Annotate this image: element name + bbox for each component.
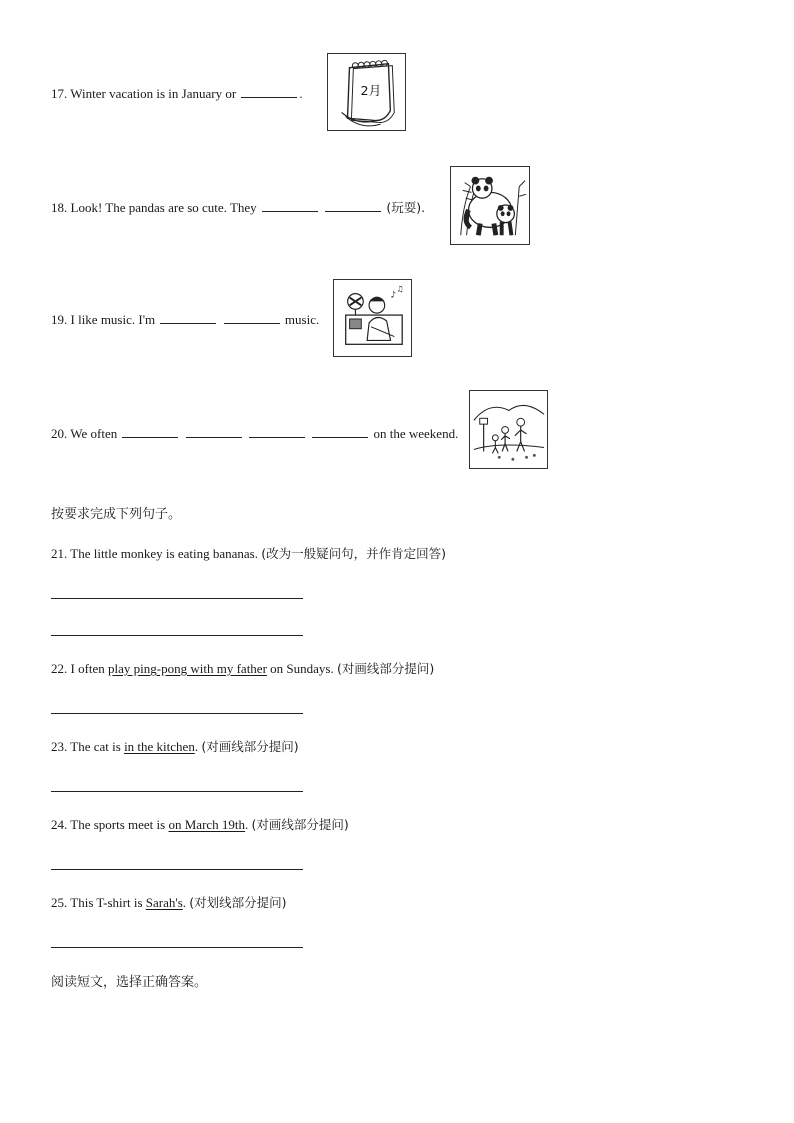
q21-text: 21. The little monkey is eating bananas. <box>51 546 262 561</box>
question-19 <box>51 312 319 328</box>
question-21 <box>51 544 446 562</box>
q21-instruction: (改为一般疑问句，并作肯定回答) <box>261 546 447 561</box>
question-23 <box>51 737 299 755</box>
q19-blank-1[interactable] <box>160 322 216 324</box>
section-heading-reading: 阅读短文，选择正确答案。 <box>51 975 208 990</box>
q25-answer-line[interactable] <box>51 947 303 948</box>
pandas-picture <box>450 166 530 245</box>
q19-end: music. <box>284 312 320 327</box>
question-17 <box>51 86 303 102</box>
q21-answer-line-1[interactable] <box>51 598 303 599</box>
question-24 <box>51 815 349 833</box>
q18-text: 18. Look! The pandas are so cute. They <box>51 200 257 215</box>
q20-text: 20. We often <box>51 426 118 441</box>
q17-text: 17. Winter vacation is in January or <box>51 86 237 101</box>
q23-text-end: . <box>194 739 202 754</box>
q17-blank[interactable] <box>241 96 297 98</box>
q18-blank-1[interactable] <box>262 210 318 212</box>
q22-underlined: play ping-pong with my father <box>108 661 267 676</box>
q17-end: . <box>299 86 303 101</box>
q22-answer-line[interactable] <box>51 713 303 714</box>
q20-blank-1[interactable] <box>122 436 178 438</box>
svg-text:♪: ♪ <box>390 290 397 301</box>
q24-instruction: (对画线部分提问) <box>251 817 349 832</box>
q24-text-end: . <box>245 817 252 832</box>
family-hiking-icon <box>470 391 547 468</box>
question-18 <box>51 198 425 216</box>
q22-instruction: (对画线部分提问) <box>336 661 435 676</box>
question-25 <box>51 893 287 911</box>
q23-answer-line[interactable] <box>51 791 303 792</box>
q24-text: 24. The sports meet is <box>51 817 169 832</box>
q20-blank-4[interactable] <box>312 436 368 438</box>
q25-text-end: . <box>182 895 190 910</box>
question-20 <box>51 426 458 442</box>
q19-text: 19. I like music. I'm <box>51 312 156 327</box>
q25-instruction: (对划线部分提问) <box>189 895 287 910</box>
q18-hint: (玩耍). <box>386 200 426 215</box>
music-picture <box>333 279 412 357</box>
q22-text-end: on Sundays. <box>266 661 337 676</box>
q25-underlined: Sarah's <box>145 895 183 910</box>
q25-text: 25. This T-shirt is <box>51 895 146 910</box>
q23-instruction: (对画线部分提问) <box>201 739 299 754</box>
q18-blank-2[interactable] <box>325 210 381 212</box>
q20-blank-2[interactable] <box>186 436 242 438</box>
q23-text: 23. The cat is <box>51 739 125 754</box>
q23-underlined: in the kitchen <box>124 739 195 754</box>
svg-text:♫: ♫ <box>396 284 404 294</box>
q21-answer-line-2[interactable] <box>51 635 303 636</box>
calendar-label: 2月 <box>360 82 382 98</box>
calendar-picture <box>327 53 406 131</box>
pandas-playing-icon <box>451 167 529 244</box>
calendar-icon <box>328 54 405 130</box>
question-22 <box>51 659 434 677</box>
section-heading-rewrite: 按要求完成下列句子。 <box>51 507 182 522</box>
q24-answer-line[interactable] <box>51 869 303 870</box>
boy-listening-music-icon <box>334 280 411 356</box>
q22-text: 22. I often <box>51 661 109 676</box>
q20-end: on the weekend. <box>373 426 459 441</box>
hiking-picture <box>469 390 548 469</box>
q19-blank-2[interactable] <box>224 322 280 324</box>
q20-blank-3[interactable] <box>249 436 305 438</box>
q24-underlined: on March 19th <box>168 817 246 832</box>
